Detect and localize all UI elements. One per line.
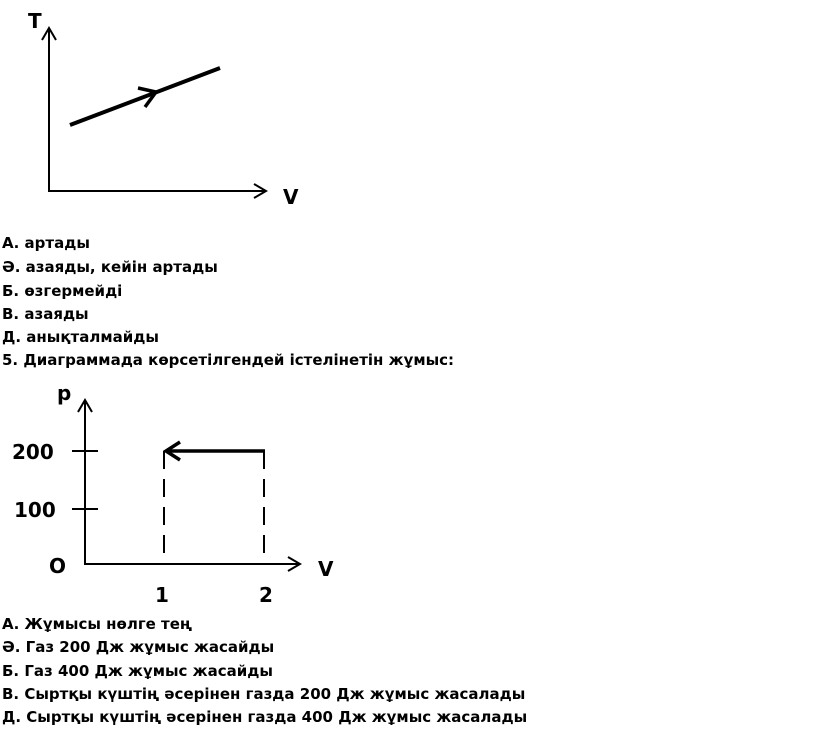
pv-x-tick-label-1: 1	[155, 583, 169, 607]
q5-option-ae: Ә. Газ 200 Дж жұмыс жасайды	[2, 638, 275, 656]
pv-origin-label: O	[49, 554, 67, 578]
q5-option-d: Д. Сыртқы күштің әсерінен газда 400 Дж жұмыс жасалады	[2, 708, 528, 726]
q4-option-a: А. артады	[2, 234, 90, 252]
q5-option-v: В. Сыртқы күштің әсерінен газда 200 Дж жұмыс жасалады	[2, 685, 526, 703]
pv-x-tick-label-2: 2	[259, 583, 273, 607]
q4-option-v: В. азаяды	[2, 305, 89, 323]
pv-x-axis-label: V	[318, 557, 334, 581]
pv-y-axis-label: p	[57, 381, 72, 405]
q5-option-b: Б. Газ 400 Дж жұмыс жасайды	[2, 662, 273, 680]
q4-option-b: Б. өзгермейді	[2, 282, 123, 300]
q5-option-a: А. Жұмысы нөлге тең	[2, 615, 193, 633]
tv-x-axis-label: V	[283, 185, 299, 209]
q5-prompt: 5. Диаграммада көрсетілгендей істелінетін жұмыс:	[2, 351, 455, 369]
pv-y-tick-label-200: 200	[12, 440, 54, 464]
tv-y-axis-label: T	[28, 9, 42, 33]
pv-y-tick-label-100: 100	[14, 498, 56, 522]
q4-option-ae: Ә. азаяды, кейін артады	[2, 258, 218, 276]
q4-option-d: Д. анықталмайды	[2, 328, 159, 346]
